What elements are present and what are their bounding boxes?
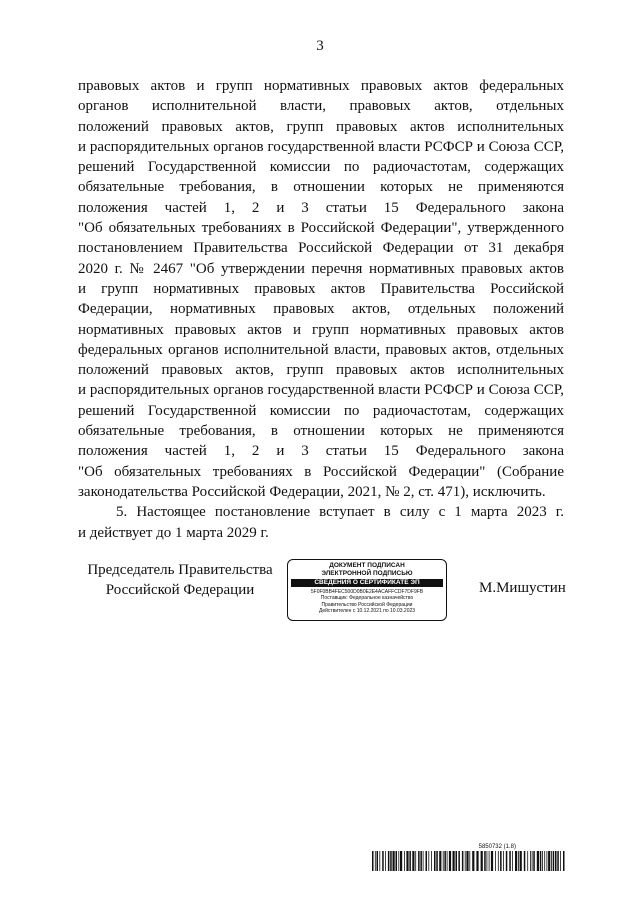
barcode-text: 5850732 (1.8) bbox=[478, 844, 516, 850]
text-line: решений Государственной комиссии по радиочастотам, содержащих bbox=[78, 402, 564, 419]
stamp-issuer: Поставщик: Федеральное казначейство bbox=[320, 595, 414, 602]
text-line: органов исполнительной власти, правовых актов, отдельных bbox=[78, 98, 564, 115]
text-line: нормативных правовых актов и групп нормативных правовых актов bbox=[78, 321, 564, 338]
electronic-signature-stamp bbox=[287, 559, 447, 621]
text-line: и групп нормативных правовых актов Правительства Российской bbox=[78, 280, 564, 297]
text-line: положений правовых актов, групп правовых актов исполнительных bbox=[78, 362, 564, 379]
text-line: обязательные требования, в отношении которых не применяются bbox=[78, 423, 564, 440]
paragraph-5-line: и действует до 1 марта 2029 г. bbox=[78, 524, 269, 541]
signatory-name: М.Мишустин bbox=[479, 580, 566, 596]
signatory-title-line: Председатель Правительства bbox=[87, 562, 273, 578]
stamp-line: ДОКУМЕНТ ПОДПИСАН bbox=[329, 562, 405, 569]
text-line: решений Государственной комиссии по радиочастотам, содержащих bbox=[78, 159, 564, 176]
signatory-title-line: Российской Федерации bbox=[105, 582, 255, 598]
stamp-owner: Правительство Российской Федерации bbox=[321, 601, 413, 608]
stamp-validity: Действителен с 10.12.2021 по 10.03.2023 bbox=[318, 607, 416, 614]
stamp-header: СВЕДЕНИЯ О СЕРТИФИКАТЕ ЭП bbox=[291, 579, 443, 587]
text-line: положения частей 1, 2 и 3 статьи 15 Федерального закона bbox=[78, 199, 564, 216]
text-line: положения частей 1, 2 и 3 статьи 15 Федерального закона bbox=[78, 443, 564, 460]
stamp-serial: 5F0F0BB4FEC500D0B0E2E4ACAFFCDF7DF9FB bbox=[310, 589, 424, 595]
stamp-line: ЭЛЕКТРОННОЙ ПОДПИСЬЮ bbox=[321, 570, 413, 577]
text-line: и распорядительных органов государственной власти РСФСР и Союза ССР, bbox=[78, 382, 564, 399]
signatory-title bbox=[80, 560, 280, 600]
paragraph-5-line: 5. Настоящее постановление вступает в силу с 1 марта 2023 г. bbox=[116, 504, 564, 521]
text-line: 2020 г. № 2467 "Об утверждении перечня нормативных правовых актов bbox=[78, 260, 564, 277]
body-text bbox=[78, 76, 564, 543]
text-line: постановлением Правительства Российской Федерации от 31 декабря bbox=[78, 240, 564, 257]
text-line: "Об обязательных требованиях в Российской Федерации", утвержденного bbox=[78, 220, 564, 237]
text-line: "Об обязательных требованиях в Российской Федерации" (Собрание bbox=[78, 463, 564, 480]
text-line: правовых актов и групп нормативных правовых актов федеральных bbox=[78, 78, 564, 94]
text-line: и распорядительных органов государственной власти РСФСР и Союза ССР, bbox=[78, 138, 564, 155]
text-line: федеральных органов исполнительной власти, правовых актов, отдельных bbox=[78, 341, 564, 358]
text-line: обязательные требования, в отношении которых не применяются bbox=[78, 179, 564, 196]
text-line: законодательства Российской Федерации, 2021, № 2, ст. 471), исключить. bbox=[78, 483, 546, 500]
page-number: 3 bbox=[316, 38, 324, 54]
text-line: Федерации, нормативных правовых актов, отдельных положений bbox=[78, 301, 564, 318]
barcode-bars bbox=[372, 851, 566, 871]
barcode bbox=[372, 843, 566, 871]
text-line: положений правовых актов, групп правовых актов исполнительных bbox=[78, 118, 564, 135]
